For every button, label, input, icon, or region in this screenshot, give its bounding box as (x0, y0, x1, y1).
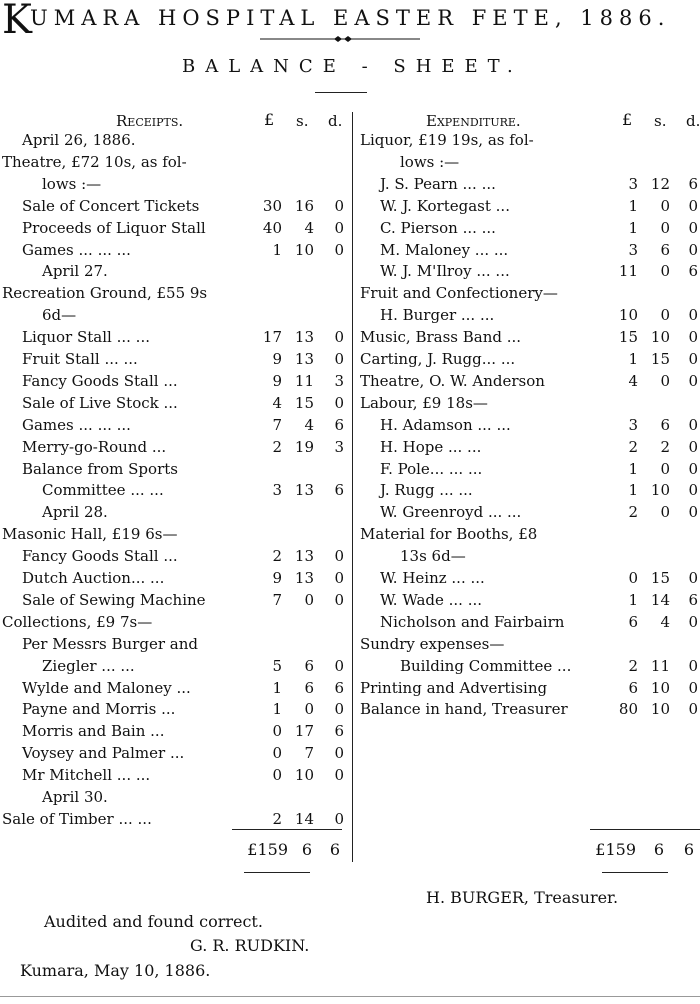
receipts-row-pounds: 9 (272, 350, 282, 368)
expenditure-row-shillings: 14 (650, 590, 670, 609)
expenditure-row-label: Building Committee ... (400, 656, 572, 675)
expenditure-row-label: W. J. M'Ilroy ... ... (380, 262, 510, 281)
expenditure-row-pounds: 1 (628, 481, 638, 500)
expenditure-row-pounds: 4 (628, 371, 638, 390)
expenditure-row-pounds: 15 (618, 328, 638, 347)
expenditure-row-pence: 0 (688, 350, 698, 368)
expenditure-row-shillings: 0 (660, 371, 670, 390)
receipts-row-shillings: 13 (294, 547, 314, 566)
expenditure-row-pounds: 80 (618, 700, 638, 719)
receipts-row-label: April 30. (42, 788, 108, 806)
receipts-row-pounds: 9 (272, 569, 282, 587)
receipts-row-pounds: 0 (272, 766, 282, 785)
expenditure-row-label: M. Maloney ... ... (380, 240, 509, 259)
subtitle-underline (315, 92, 367, 93)
receipts-row-pence: 0 (334, 809, 344, 828)
expenditure-row-label: Music, Brass Band ... (360, 328, 522, 347)
receipts-row-label: Liquor Stall ... ... (22, 328, 150, 347)
receipts-row-pence: 0 (334, 766, 344, 785)
expenditure-row-label: Printing and Advertising (360, 678, 548, 697)
expenditure-total-pounds: £159 (595, 840, 636, 859)
receipts-row-shillings: 11 (294, 371, 314, 390)
column-divider (352, 112, 353, 862)
expenditure-row-pounds: 6 (628, 678, 638, 697)
receipts-row-pounds: 1 (272, 700, 282, 719)
expenditure-row-label: Fruit and Confectionery— (360, 284, 558, 303)
receipts-row-pence: 0 (334, 590, 344, 609)
expenditure-row-label: Nicholson and Fairbairn (380, 612, 565, 631)
receipts-row-label: Sale of Live Stock ... (22, 393, 178, 412)
receipts-row-label: Balance from Sports (22, 459, 178, 478)
expenditure-row-label: H. Adamson ... ... (380, 415, 511, 434)
receipts-row-pounds: 40 (262, 218, 282, 237)
receipts-row-pounds: 2 (272, 809, 282, 828)
title-initial: K (2, 0, 32, 43)
receipts-row-pence: 0 (334, 700, 344, 719)
receipts-row-pounds: 7 (272, 590, 282, 609)
expenditure-row-pence: 6 (688, 174, 698, 193)
receipts-row-label: Dutch Auction... ... (22, 569, 165, 587)
expenditure-row-label: Liquor, £19 19s, as fol- (360, 131, 534, 149)
receipts-row-shillings: 6 (304, 678, 314, 697)
receipts-row-shillings: 7 (304, 744, 314, 763)
receipts-shillings-heading: s. (296, 112, 309, 130)
expenditure-row-shillings: 2 (660, 437, 670, 456)
receipts-row-label: Committee ... ... (42, 481, 164, 500)
receipts-row-label: Masonic Hall, £19 6s— (2, 525, 178, 544)
expenditure-row-label: J. S. Pearn ... ... (380, 174, 496, 193)
auditor-signature: G. R. RUDKIN. (190, 936, 310, 955)
expenditure-row-pounds: 11 (618, 262, 638, 281)
receipts-row-pounds: 1 (272, 678, 282, 697)
receipts-row-label: Sale of Sewing Machine (22, 590, 206, 609)
expenditure-row-shillings: 12 (650, 174, 670, 193)
receipts-row-pence: 6 (334, 722, 344, 741)
receipts-total-rule-bottom (244, 872, 310, 873)
expenditure-row-label: Sundry expenses— (360, 634, 505, 653)
receipts-row-label: Fruit Stall ... ... (22, 350, 138, 368)
expenditure-row-pounds: 2 (628, 503, 638, 522)
receipts-row-shillings: 0 (304, 700, 314, 719)
receipts-row-pence: 0 (334, 218, 344, 237)
expenditure-row-pounds: 2 (628, 656, 638, 675)
receipts-row-shillings: 0 (304, 590, 314, 609)
receipts-row-pounds: 7 (272, 415, 282, 434)
receipts-row-shillings: 6 (304, 656, 314, 675)
receipts-row-label: Collections, £9 7s— (2, 612, 153, 631)
receipts-row-shillings: 14 (294, 809, 314, 828)
receipts-total-pounds: £159 (247, 840, 288, 859)
expenditure-row-label: 13s 6d— (400, 547, 466, 566)
expenditure-row-pence: 6 (688, 590, 698, 609)
page-title: UMARA HOSPITAL EASTER FETE, 1886. (30, 6, 671, 30)
receipts-row-shillings: 15 (294, 393, 314, 412)
receipts-row-pounds: 17 (262, 328, 282, 347)
expenditure-row-shillings: 10 (650, 481, 670, 500)
receipts-row-label: Payne and Morris ... (22, 700, 176, 719)
receipts-total-shillings: 6 (301, 840, 312, 859)
expenditure-row-pence: 0 (688, 328, 698, 347)
expenditure-row-label: W. Heinz ... ... (380, 569, 485, 587)
expenditure-row-label: H. Hope ... ... (380, 437, 482, 456)
receipts-row-pounds: 4 (272, 393, 282, 412)
expenditure-row-pence: 0 (688, 700, 698, 719)
receipts-row-label: April 27. (42, 262, 108, 281)
expenditure-total-shillings: 6 (653, 840, 664, 859)
receipts-total-rule-top (232, 829, 342, 830)
expenditure-total-rule-bottom (602, 872, 668, 873)
receipts-row-label: Games ... ... ... (22, 415, 131, 434)
expenditure-row-shillings: 15 (650, 569, 670, 587)
receipts-row-pence: 3 (334, 437, 344, 456)
expenditure-row-shillings: 0 (660, 196, 670, 215)
expenditure-row-label: Balance in hand, Treasurer (360, 700, 568, 719)
expenditure-row-label: F. Pole... ... ... (380, 459, 483, 478)
receipts-row-label: Fancy Goods Stall ... (22, 547, 178, 566)
receipts-heading: Receipts. (116, 112, 184, 130)
receipts-row-label: Merry-go-Round ... (22, 437, 167, 456)
receipts-row-label: Proceeds of Liquor Stall (22, 218, 206, 237)
receipts-row-label: Recreation Ground, £55 9s (2, 284, 208, 303)
expenditure-row-pence: 0 (688, 437, 698, 456)
receipts-row-pounds: 0 (272, 722, 282, 741)
receipts-row-pounds: 3 (272, 481, 282, 500)
expenditure-row-pence: 0 (688, 612, 698, 631)
expenditure-row-pence: 0 (688, 678, 698, 697)
audit-statement: Audited and found correct. (44, 912, 263, 931)
receipts-row-label: Mr Mitchell ... ... (22, 766, 151, 785)
receipts-row-label: Ziegler ... ... (42, 656, 135, 675)
receipts-pence-heading: d. (328, 112, 343, 130)
expenditure-row-shillings: 10 (650, 700, 670, 719)
expenditure-row-shillings: 4 (660, 612, 670, 631)
expenditure-row-pence: 0 (688, 371, 698, 390)
expenditure-row-pounds: 1 (628, 590, 638, 609)
receipts-row-label: April 26, 1886. (22, 131, 136, 149)
expenditure-row-pence: 0 (688, 459, 698, 478)
expenditure-row-pounds: 1 (628, 218, 638, 237)
receipts-pounds-heading: £ (264, 110, 275, 129)
receipts-row-pence: 0 (334, 569, 344, 587)
expenditure-row-pounds: 1 (628, 350, 638, 368)
place-date: Kumara, May 10, 1886. (20, 961, 211, 980)
receipts-row-shillings: 13 (294, 328, 314, 347)
expenditure-row-pounds: 2 (628, 437, 638, 456)
expenditure-row-pounds: 1 (628, 196, 638, 215)
expenditure-row-label: Theatre, O. W. Anderson (360, 371, 545, 390)
receipts-row-label: Theatre, £72 10s, as fol- (2, 152, 187, 171)
expenditure-total-pence: 6 (683, 840, 694, 859)
expenditure-row-pounds: 0 (628, 569, 638, 587)
expenditure-row-pence: 0 (688, 306, 698, 325)
receipts-row-label: Sale of Concert Tickets (22, 196, 200, 215)
expenditure-heading: Expenditure. (426, 112, 521, 130)
expenditure-row-shillings: 10 (650, 678, 670, 697)
receipts-row-shillings: 4 (304, 415, 314, 434)
expenditure-row-pounds: 3 (628, 415, 638, 434)
receipts-row-pounds: 30 (262, 196, 282, 215)
expenditure-row-pence: 0 (688, 196, 698, 215)
receipts-row-pence: 0 (334, 350, 344, 368)
expenditure-row-pounds: 10 (618, 306, 638, 325)
receipts-row-label: Games ... ... ... (22, 240, 131, 259)
receipts-row-shillings: 19 (294, 437, 314, 456)
receipts-row-pence: 6 (334, 481, 344, 500)
expenditure-row-shillings: 6 (660, 240, 670, 259)
receipts-row-label: Morris and Bain ... (22, 722, 165, 741)
receipts-row-shillings: 10 (294, 766, 314, 785)
receipts-row-pounds: 1 (272, 240, 282, 259)
expenditure-row-shillings: 0 (660, 218, 670, 237)
expenditure-row-pence: 0 (688, 481, 698, 500)
receipts-row-pence: 0 (334, 547, 344, 566)
expenditure-row-label: lows :— (400, 152, 460, 171)
receipts-row-pence: 0 (334, 393, 344, 412)
receipts-total-pence: 6 (329, 840, 340, 859)
expenditure-row-shillings: 10 (650, 328, 670, 347)
receipts-row-shillings: 17 (294, 722, 314, 741)
expenditure-row-label: J. Rugg ... ... (380, 481, 473, 500)
receipts-row-shillings: 13 (294, 481, 314, 500)
receipts-row-pence: 6 (334, 415, 344, 434)
receipts-row-label: Fancy Goods Stall ... (22, 371, 178, 390)
expenditure-row-label: C. Pierson ... ... (380, 218, 496, 237)
receipts-row-pounds: 2 (272, 437, 282, 456)
ornament-rule-icon (260, 36, 420, 42)
expenditure-row-pounds: 3 (628, 240, 638, 259)
expenditure-row-label: H. Burger ... ... (380, 306, 495, 325)
expenditure-row-pounds: 1 (628, 459, 638, 478)
expenditure-row-shillings: 0 (660, 306, 670, 325)
expenditure-row-pence: 0 (688, 240, 698, 259)
expenditure-row-pounds: 6 (628, 612, 638, 631)
expenditure-row-pence: 0 (688, 218, 698, 237)
receipts-row-shillings: 13 (294, 569, 314, 587)
expenditure-shillings-heading: s. (654, 112, 667, 130)
receipts-row-label: 6d— (42, 306, 77, 325)
receipts-row-shillings: 10 (294, 240, 314, 259)
receipts-row-label: Per Messrs Burger and (22, 634, 198, 653)
receipts-row-shillings: 4 (304, 218, 314, 237)
receipts-row-pence: 0 (334, 656, 344, 675)
expenditure-row-shillings: 0 (660, 503, 670, 522)
receipts-row-label: Sale of Timber ... ... (2, 809, 152, 828)
expenditure-row-pence: 0 (688, 503, 698, 522)
expenditure-row-shillings: 0 (660, 459, 670, 478)
receipts-row-label: Voysey and Palmer ... (22, 744, 185, 763)
page-subtitle: BALANCE - SHEET. (182, 56, 523, 77)
expenditure-row-pounds: 3 (628, 174, 638, 193)
receipts-row-pence: 0 (334, 744, 344, 763)
receipts-row-pence: 3 (334, 371, 344, 390)
treasurer-signature: H. BURGER, Treasurer. (426, 888, 619, 907)
expenditure-pence-heading: d. (686, 112, 700, 130)
expenditure-row-pence: 6 (688, 262, 698, 281)
receipts-row-pence: 0 (334, 240, 344, 259)
expenditure-row-label: W. J. Kortegast ... (380, 196, 510, 215)
receipts-row-shillings: 13 (294, 350, 314, 368)
receipts-row-label: lows :— (42, 174, 102, 193)
receipts-row-pounds: 0 (272, 744, 282, 763)
expenditure-pounds-heading: £ (622, 110, 633, 129)
receipts-row-pence: 0 (334, 328, 344, 347)
expenditure-row-pence: 0 (688, 656, 698, 675)
receipts-row-shillings: 16 (294, 196, 314, 215)
receipts-row-pence: 0 (334, 196, 344, 215)
expenditure-total-rule-top (590, 829, 700, 830)
receipts-row-pence: 6 (334, 678, 344, 697)
expenditure-row-label: Labour, £9 18s— (360, 393, 488, 412)
expenditure-row-shillings: 11 (650, 656, 670, 675)
expenditure-row-pence: 0 (688, 415, 698, 434)
expenditure-row-label: W. Greenroyd ... ... (380, 503, 522, 522)
expenditure-row-label: Material for Booths, £8 (360, 525, 538, 544)
receipts-row-pounds: 5 (272, 656, 282, 675)
receipts-row-label: Wylde and Maloney ... (22, 678, 191, 697)
bottom-rule (0, 996, 700, 997)
receipts-row-label: April 28. (42, 503, 108, 522)
receipts-row-pounds: 9 (272, 371, 282, 390)
expenditure-row-shillings: 0 (660, 262, 670, 281)
expenditure-row-label: Carting, J. Rugg... ... (360, 350, 516, 368)
expenditure-row-shillings: 15 (650, 350, 670, 368)
expenditure-row-label: W. Wade ... ... (380, 590, 483, 609)
expenditure-row-pence: 0 (688, 569, 698, 587)
expenditure-row-shillings: 6 (660, 415, 670, 434)
receipts-row-pounds: 2 (272, 547, 282, 566)
